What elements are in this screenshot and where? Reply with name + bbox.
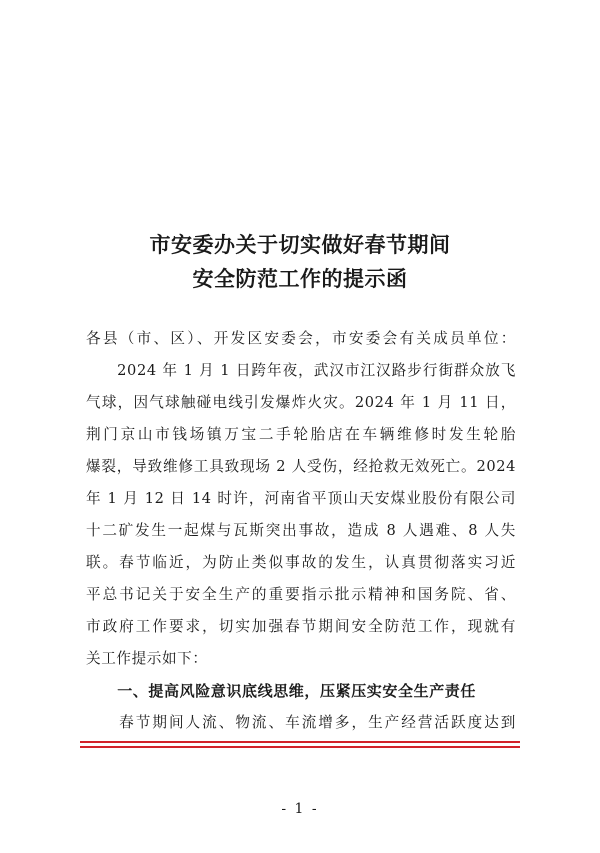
document-title-line-1: 市安委办关于切实做好春节期间 bbox=[149, 233, 451, 257]
body-line: 平总书记关于安全生产的重要指示批示精神和国务院、省、 bbox=[86, 586, 516, 603]
document-title-line-2: 安全防范工作的提示函 bbox=[192, 267, 408, 291]
section-first-line: 春节期间人流、物流、车流增多，生产经营活跃度达到 bbox=[86, 714, 516, 731]
body-line: 年 1 月 12 日 14 时许，河南省平顶山天安煤业股份有限公司 bbox=[86, 490, 516, 507]
body-line: 荆门京山市钱场镇万宝二手轮胎店在车辆维修时发生轮胎 bbox=[86, 426, 516, 443]
body-line: 爆裂，导致维修工具致现场 2 人受伤，经抢救无效死亡。2024 bbox=[86, 458, 516, 475]
page-number: - 1 - bbox=[281, 801, 319, 817]
body-line: 市政府工作要求，切实加强春节期间安全防范工作，现就有 bbox=[86, 618, 516, 635]
body-line: 联。春节临近，为防止类似事故的发生，认真贯彻落实习近 bbox=[86, 554, 516, 571]
body-line: 关工作提示如下： bbox=[86, 650, 208, 667]
body-line: 气球，因气球触碰电线引发爆炸火灾。2024 年 1 月 11 日， bbox=[86, 394, 516, 411]
body-line: 2024 年 1 月 1 日跨年夜，武汉市江汉路步行街群众放飞 bbox=[86, 362, 516, 379]
salutation: 各县（市、区）、开发区安委会，市安委会有关成员单位： bbox=[86, 330, 516, 347]
body-line: 十二矿发生一起煤与瓦斯突出事故，造成 8 人遇难、8 人失 bbox=[86, 522, 516, 539]
section-heading: 一、提高风险意识底线思维，压紧压实安全生产责任 bbox=[86, 682, 477, 700]
red-divider-bottom bbox=[80, 746, 520, 748]
red-divider-top bbox=[80, 741, 520, 743]
